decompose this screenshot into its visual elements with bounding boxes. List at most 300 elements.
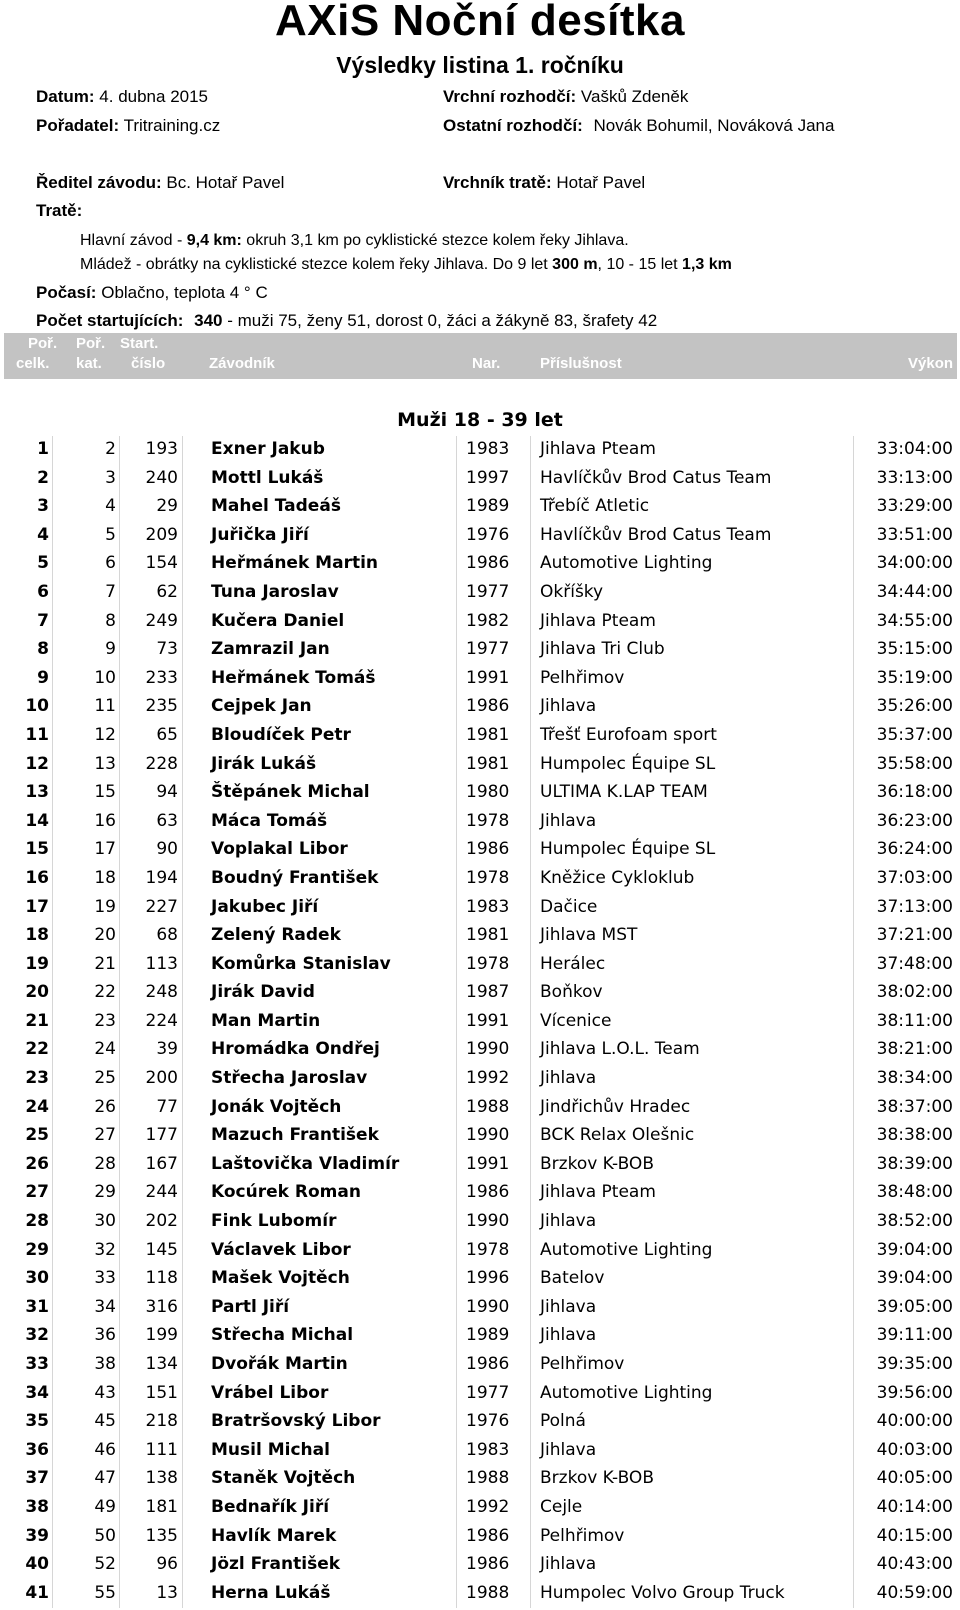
- organizer-label: Pořadatel:: [36, 116, 120, 135]
- start-number-cell: 244: [145, 1182, 178, 1203]
- chief-judge-value: Vašků Zdeněk: [580, 87, 689, 106]
- finish-time-cell: 39:05:00: [876, 1296, 953, 1317]
- cell-divider: [52, 865, 53, 894]
- cell-divider: [52, 1036, 53, 1065]
- birth-year-cell: 1986: [466, 1554, 510, 1575]
- cell-divider: [182, 1494, 183, 1523]
- cell-divider: [119, 465, 120, 494]
- club-cell: Kněžice Cykloklub: [540, 867, 695, 888]
- birth-year-cell: 1990: [466, 1296, 510, 1317]
- runner-name-cell: Musil Michal: [211, 1439, 330, 1460]
- cell-divider: [182, 979, 183, 1008]
- birth-year-cell: 1986: [466, 1182, 510, 1203]
- finish-time-cell: 33:51:00: [876, 524, 953, 545]
- finish-time-cell: 38:39:00: [876, 1153, 953, 1174]
- cell-divider: [182, 1523, 183, 1552]
- position-cell: 7: [37, 610, 49, 631]
- cell-divider: [52, 550, 53, 579]
- cell-divider: [530, 1551, 531, 1580]
- cell-divider: [456, 1265, 457, 1294]
- runner-name-cell: Mottl Lukáš: [211, 467, 324, 488]
- category-position-cell: 24: [94, 1039, 116, 1060]
- runner-name-cell: Kocúrek Roman: [211, 1182, 361, 1203]
- cell-divider: [52, 779, 53, 808]
- birth-year-cell: 1986: [466, 553, 510, 574]
- cell-divider: [119, 522, 120, 551]
- position-cell: 8: [37, 639, 49, 660]
- position-cell: 40: [25, 1554, 49, 1575]
- cell-divider: [456, 865, 457, 894]
- cell-divider: [52, 665, 53, 694]
- cell-divider: [119, 751, 120, 780]
- cell-divider: [530, 1465, 531, 1494]
- table-row: [0, 1122, 960, 1151]
- cell-divider: [119, 1094, 120, 1123]
- cell-divider: [182, 1237, 183, 1266]
- birth-year-cell: 1988: [466, 1096, 510, 1117]
- table-row: [0, 808, 960, 837]
- runner-name-cell: Havlík Marek: [211, 1525, 337, 1546]
- runner-name-cell: Juřička Jiří: [211, 524, 309, 545]
- position-cell: 28: [25, 1211, 49, 1232]
- category-position-cell: 46: [94, 1439, 116, 1460]
- cell-divider: [182, 436, 183, 465]
- birth-year-cell: 1976: [466, 1411, 510, 1432]
- finish-time-cell: 39:35:00: [876, 1354, 953, 1374]
- cell-divider: [530, 465, 531, 494]
- runner-name-cell: Bednařík Jiří: [211, 1496, 330, 1517]
- finish-time-cell: 34:00:00: [876, 553, 953, 574]
- category-position-cell: 5: [105, 524, 116, 545]
- cell-divider: [456, 1065, 457, 1094]
- cell-divider: [456, 1465, 457, 1494]
- cell-divider: [456, 836, 457, 865]
- col-time: Výkon: [908, 355, 954, 372]
- cell-divider: [530, 1408, 531, 1437]
- finish-time-cell: 38:21:00: [876, 1039, 953, 1060]
- cell-divider: [456, 1208, 457, 1237]
- cell-divider: [530, 1265, 531, 1294]
- cell-divider: [456, 894, 457, 923]
- birth-year-cell: 1992: [466, 1496, 510, 1517]
- cell-divider: [119, 1408, 120, 1437]
- table-row: [0, 1580, 960, 1609]
- runner-name-cell: Cejpek Jan: [211, 696, 312, 717]
- cell-divider: [119, 436, 120, 465]
- start-number-cell: 240: [145, 467, 178, 488]
- cell-divider: [456, 1351, 457, 1380]
- cell-divider: [182, 1408, 183, 1437]
- club-cell: Automotive Lighting: [540, 1239, 713, 1260]
- table-row: [0, 1094, 960, 1123]
- date-label: Datum:: [36, 87, 95, 106]
- position-cell: 20: [25, 982, 49, 1003]
- cell-divider: [52, 1208, 53, 1237]
- cell-divider: [52, 922, 53, 951]
- col-cat-top: Poř.: [76, 335, 106, 352]
- start-number-cell: 233: [145, 667, 178, 688]
- cell-divider: [182, 779, 183, 808]
- date-value: 4. dubna 2015: [99, 87, 209, 106]
- cell-divider: [530, 1065, 531, 1094]
- finish-time-cell: 38:38:00: [876, 1125, 953, 1146]
- cell-divider: [456, 693, 457, 722]
- cell-divider: [182, 1380, 183, 1409]
- position-cell: 9: [37, 667, 49, 688]
- birth-year-cell: 1986: [466, 1525, 510, 1546]
- start-number-cell: 194: [145, 867, 178, 888]
- category-position-cell: 15: [94, 782, 116, 803]
- table-row: [0, 1065, 960, 1094]
- category-position-cell: 50: [94, 1525, 116, 1546]
- birth-year-cell: 1990: [466, 1039, 510, 1060]
- finish-time-cell: 37:48:00: [876, 953, 953, 974]
- finish-time-cell: 34:55:00: [876, 610, 953, 631]
- cell-divider: [530, 1036, 531, 1065]
- cell-divider: [456, 779, 457, 808]
- starters-label: Počet startujících:: [36, 311, 184, 330]
- cell-divider: [52, 951, 53, 980]
- table-row: [0, 836, 960, 865]
- birth-year-cell: 1977: [466, 581, 510, 602]
- cell-divider: [456, 922, 457, 951]
- cell-divider: [456, 751, 457, 780]
- page-subtitle: Výsledky listina 1. ročníku: [336, 52, 624, 78]
- cell-divider: [119, 951, 120, 980]
- cell-divider: [456, 1094, 457, 1123]
- birth-year-cell: 1983: [466, 1439, 510, 1460]
- category-position-cell: 26: [94, 1096, 116, 1117]
- cell-divider: [456, 1551, 457, 1580]
- table-row: [0, 436, 960, 465]
- position-cell: 36: [25, 1439, 49, 1460]
- route-youth-text: Mládež - obrátky na cyklistické stezce kolem řeky Jihlava. Do 9 let: [80, 256, 553, 273]
- weather-label: Počasí:: [36, 283, 97, 302]
- cell-divider: [119, 1008, 120, 1037]
- runner-name-cell: Bratršovský Libor: [211, 1411, 381, 1432]
- finish-time-cell: 38:11:00: [876, 1010, 953, 1031]
- other-judges-label: Ostatní rozhodčí:: [443, 116, 583, 135]
- finish-time-cell: 35:37:00: [876, 724, 953, 745]
- runner-name-cell: Václavek Libor: [211, 1239, 351, 1260]
- cell-divider: [182, 1122, 183, 1151]
- cell-divider: [456, 808, 457, 837]
- cell-divider: [456, 522, 457, 551]
- cell-divider: [530, 579, 531, 608]
- start-number-cell: 218: [145, 1411, 178, 1432]
- cell-divider: [52, 1322, 53, 1351]
- organizer-line: [36, 116, 220, 136]
- cell-divider: [456, 550, 457, 579]
- cell-divider: [119, 779, 120, 808]
- chief-judge-label: Vrchní rozhodčí:: [443, 87, 577, 106]
- club-cell: Brzkov K-BOB: [540, 1153, 654, 1174]
- table-row: [0, 1408, 960, 1437]
- category-position-cell: 9: [105, 639, 116, 660]
- cell-divider: [52, 836, 53, 865]
- cell-divider: [530, 550, 531, 579]
- cell-divider: [456, 951, 457, 980]
- route-main-text: Hlavní závod -: [80, 232, 187, 249]
- table-row: [0, 1551, 960, 1580]
- birth-year-cell: 1991: [466, 667, 510, 688]
- club-cell: Automotive Lighting: [540, 1382, 713, 1403]
- cell-divider: [530, 1094, 531, 1123]
- table-row: [0, 1265, 960, 1294]
- category-position-cell: 23: [94, 1010, 116, 1031]
- cell-divider: [530, 1008, 531, 1037]
- cell-divider: [119, 1580, 120, 1609]
- category-title: Muži 18 - 39 let: [397, 409, 563, 431]
- col-start-bottom: číslo: [131, 355, 166, 372]
- cell-divider: [530, 779, 531, 808]
- category-position-cell: 49: [94, 1496, 116, 1517]
- route-youth: [80, 256, 732, 274]
- cell-divider: [530, 722, 531, 751]
- cell-divider: [182, 1094, 183, 1123]
- cell-divider: [182, 1580, 183, 1609]
- finish-time-cell: 39:04:00: [876, 1268, 953, 1289]
- cell-divider: [119, 1237, 120, 1266]
- cell-divider: [182, 1208, 183, 1237]
- club-cell: Jihlava: [540, 1554, 597, 1575]
- start-number-cell: 316: [145, 1296, 178, 1317]
- cell-divider: [119, 1265, 120, 1294]
- birth-year-cell: 1990: [466, 1211, 510, 1232]
- position-cell: 26: [25, 1153, 49, 1174]
- start-number-cell: 62: [156, 581, 178, 602]
- cell-divider: [182, 751, 183, 780]
- cell-divider: [182, 894, 183, 923]
- runner-name-cell: Bloudíček Petr: [211, 724, 351, 745]
- cell-divider: [52, 1380, 53, 1409]
- cell-divider: [456, 608, 457, 637]
- cell-divider: [119, 579, 120, 608]
- cell-divider: [182, 808, 183, 837]
- cell-divider: [119, 808, 120, 837]
- cell-divider: [182, 1351, 183, 1380]
- cell-divider: [182, 693, 183, 722]
- runner-name-cell: Zamrazil Jan: [211, 639, 330, 660]
- cell-divider: [182, 865, 183, 894]
- route-youth-long: 1,3 km: [682, 256, 732, 273]
- starters-detail: - muži 75, ženy 51, dorost 0, žáci a žákyně 83, šrafety 42: [222, 311, 658, 330]
- cell-divider: [52, 579, 53, 608]
- cell-divider: [530, 522, 531, 551]
- route-main: [80, 232, 629, 250]
- table-row: [0, 1008, 960, 1037]
- cell-divider: [182, 465, 183, 494]
- cell-divider: [52, 1494, 53, 1523]
- club-cell: Humpolec Équipe SL: [540, 753, 716, 774]
- start-number-cell: 29: [156, 496, 178, 517]
- category-position-cell: 20: [94, 925, 116, 946]
- start-number-cell: 154: [145, 553, 178, 574]
- cell-divider: [456, 1494, 457, 1523]
- birth-year-cell: 1978: [466, 810, 510, 831]
- runner-name-cell: Jirák Lukáš: [211, 753, 317, 774]
- cell-divider: [456, 1523, 457, 1552]
- category-position-cell: 29: [94, 1182, 116, 1203]
- birth-year-cell: 1983: [466, 896, 510, 917]
- table-row: [0, 894, 960, 923]
- runner-name-cell: Heřmánek Tomáš: [211, 667, 376, 688]
- cell-divider: [52, 1237, 53, 1266]
- cell-divider: [52, 1523, 53, 1552]
- cell-divider: [530, 979, 531, 1008]
- cell-divider: [456, 722, 457, 751]
- col-pos-bottom: celk.: [16, 355, 50, 372]
- table-row: [0, 1208, 960, 1237]
- track-chief-value: Hotař Pavel: [556, 173, 646, 192]
- cell-divider: [52, 979, 53, 1008]
- runner-name-cell: Jakubec Jiří: [211, 896, 319, 917]
- finish-time-cell: 33:04:00: [876, 439, 953, 459]
- runner-name-cell: Exner Jakub: [211, 439, 325, 459]
- results-table: [0, 436, 960, 1608]
- cell-divider: [182, 722, 183, 751]
- cell-divider: [52, 1465, 53, 1494]
- cell-divider: [530, 865, 531, 894]
- runner-name-cell: Mahel Tadeáš: [211, 496, 341, 517]
- start-number-cell: 65: [156, 724, 178, 745]
- cell-divider: [530, 636, 531, 665]
- table-row: [0, 1494, 960, 1523]
- cell-divider: [182, 1151, 183, 1180]
- club-cell: ULTIMA K.LAP TEAM: [540, 782, 708, 803]
- cell-divider: [530, 1294, 531, 1323]
- position-cell: 1: [37, 439, 49, 459]
- start-number-cell: 138: [145, 1468, 178, 1489]
- finish-time-cell: 39:11:00: [876, 1325, 953, 1346]
- birth-year-cell: 1981: [466, 925, 510, 946]
- cell-divider: [456, 1122, 457, 1151]
- start-number-cell: 90: [156, 839, 178, 860]
- club-cell: Jihlava: [540, 1296, 597, 1317]
- organizer-value: Tritraining.cz: [123, 116, 221, 135]
- finish-time-cell: 39:04:00: [876, 1239, 953, 1260]
- cell-divider: [182, 1437, 183, 1466]
- cell-divider: [119, 1294, 120, 1323]
- finish-time-cell: 34:44:00: [876, 581, 953, 602]
- runner-name-cell: Fink Lubomír: [211, 1211, 337, 1232]
- director-value: Bc. Hotař Pavel: [166, 173, 285, 192]
- category-position-cell: 28: [94, 1153, 116, 1174]
- start-number-cell: 177: [145, 1125, 178, 1146]
- category-position-cell: 47: [94, 1468, 116, 1489]
- position-cell: 14: [25, 810, 49, 831]
- club-cell: Humpolec Équipe SL: [540, 839, 716, 860]
- category-position-cell: 45: [94, 1411, 116, 1432]
- cell-divider: [182, 951, 183, 980]
- position-cell: 38: [25, 1496, 49, 1517]
- cell-divider: [52, 522, 53, 551]
- runner-name-cell: Jonák Vojtěch: [211, 1096, 342, 1117]
- start-number-cell: 235: [145, 696, 178, 717]
- club-cell: Jihlava: [540, 1068, 597, 1089]
- cell-divider: [530, 894, 531, 923]
- start-number-cell: 202: [145, 1211, 178, 1232]
- table-row: [0, 922, 960, 951]
- cell-divider: [119, 608, 120, 637]
- cell-divider: [119, 1322, 120, 1351]
- category-position-cell: 18: [94, 867, 116, 888]
- cell-divider: [52, 1551, 53, 1580]
- club-cell: Automotive Lighting: [540, 553, 713, 574]
- start-number-cell: 227: [145, 896, 178, 917]
- table-row: [0, 493, 960, 522]
- club-cell: Jihlava: [540, 1439, 597, 1460]
- cell-divider: [119, 665, 120, 694]
- cell-divider: [52, 1351, 53, 1380]
- director-label: Ředitel závodu:: [36, 173, 162, 192]
- category-position-cell: 25: [94, 1068, 116, 1089]
- route-main-distance: 9,4 km:: [186, 232, 242, 249]
- category-position-cell: 12: [94, 724, 116, 745]
- finish-time-cell: 33:29:00: [876, 496, 953, 517]
- finish-time-cell: 39:56:00: [876, 1382, 953, 1403]
- cell-divider: [530, 693, 531, 722]
- cell-divider: [530, 751, 531, 780]
- weather-value: Oblačno, teplota 4 ° C: [101, 283, 268, 302]
- runner-name-cell: Kučera Daniel: [211, 610, 345, 631]
- cell-divider: [182, 1551, 183, 1580]
- cell-divider: [530, 608, 531, 637]
- finish-time-cell: 36:23:00: [876, 810, 953, 831]
- club-cell: Jihlava: [540, 1211, 597, 1232]
- runner-name-cell: Heřmánek Martin: [211, 553, 379, 574]
- category-position-cell: 27: [94, 1125, 116, 1146]
- birth-year-cell: 1982: [466, 610, 510, 631]
- runner-name-cell: Staněk Vojtěch: [211, 1468, 356, 1489]
- cell-divider: [119, 1065, 120, 1094]
- finish-time-cell: 33:13:00: [876, 467, 953, 488]
- finish-time-cell: 38:02:00: [876, 982, 953, 1003]
- birth-year-cell: 1988: [466, 1582, 510, 1603]
- position-cell: 31: [25, 1296, 49, 1317]
- finish-time-cell: 40:15:00: [876, 1525, 953, 1546]
- runner-name-cell: Jözl František: [211, 1554, 341, 1575]
- position-cell: 39: [25, 1525, 49, 1546]
- birth-year-cell: 1989: [466, 1325, 510, 1346]
- table-row: [0, 608, 960, 637]
- cell-divider: [119, 1465, 120, 1494]
- birth-year-cell: 1986: [466, 1354, 510, 1374]
- position-cell: 23: [25, 1068, 49, 1089]
- cell-divider: [119, 922, 120, 951]
- club-cell: BCK Relax Olešnic: [540, 1125, 695, 1146]
- cell-divider: [530, 836, 531, 865]
- start-number-cell: 111: [145, 1439, 178, 1460]
- runner-name-cell: Komůrka Stanislav: [211, 953, 391, 974]
- category-position-cell: 34: [94, 1296, 116, 1317]
- club-cell: Jihlava: [540, 1325, 597, 1346]
- cell-divider: [119, 1208, 120, 1237]
- start-number-cell: 224: [145, 1010, 178, 1031]
- cell-divider: [530, 1437, 531, 1466]
- cell-divider: [119, 493, 120, 522]
- table-row: [0, 865, 960, 894]
- club-cell: Humpolec Volvo Group Truck: [540, 1582, 785, 1603]
- runner-name-cell: Máca Tomáš: [211, 810, 328, 831]
- position-cell: 17: [25, 896, 49, 917]
- table-row: [0, 693, 960, 722]
- date-line: [36, 87, 208, 107]
- start-number-cell: 145: [145, 1239, 178, 1260]
- cell-divider: [456, 1380, 457, 1409]
- start-number-cell: 118: [145, 1268, 178, 1289]
- cell-divider: [119, 1036, 120, 1065]
